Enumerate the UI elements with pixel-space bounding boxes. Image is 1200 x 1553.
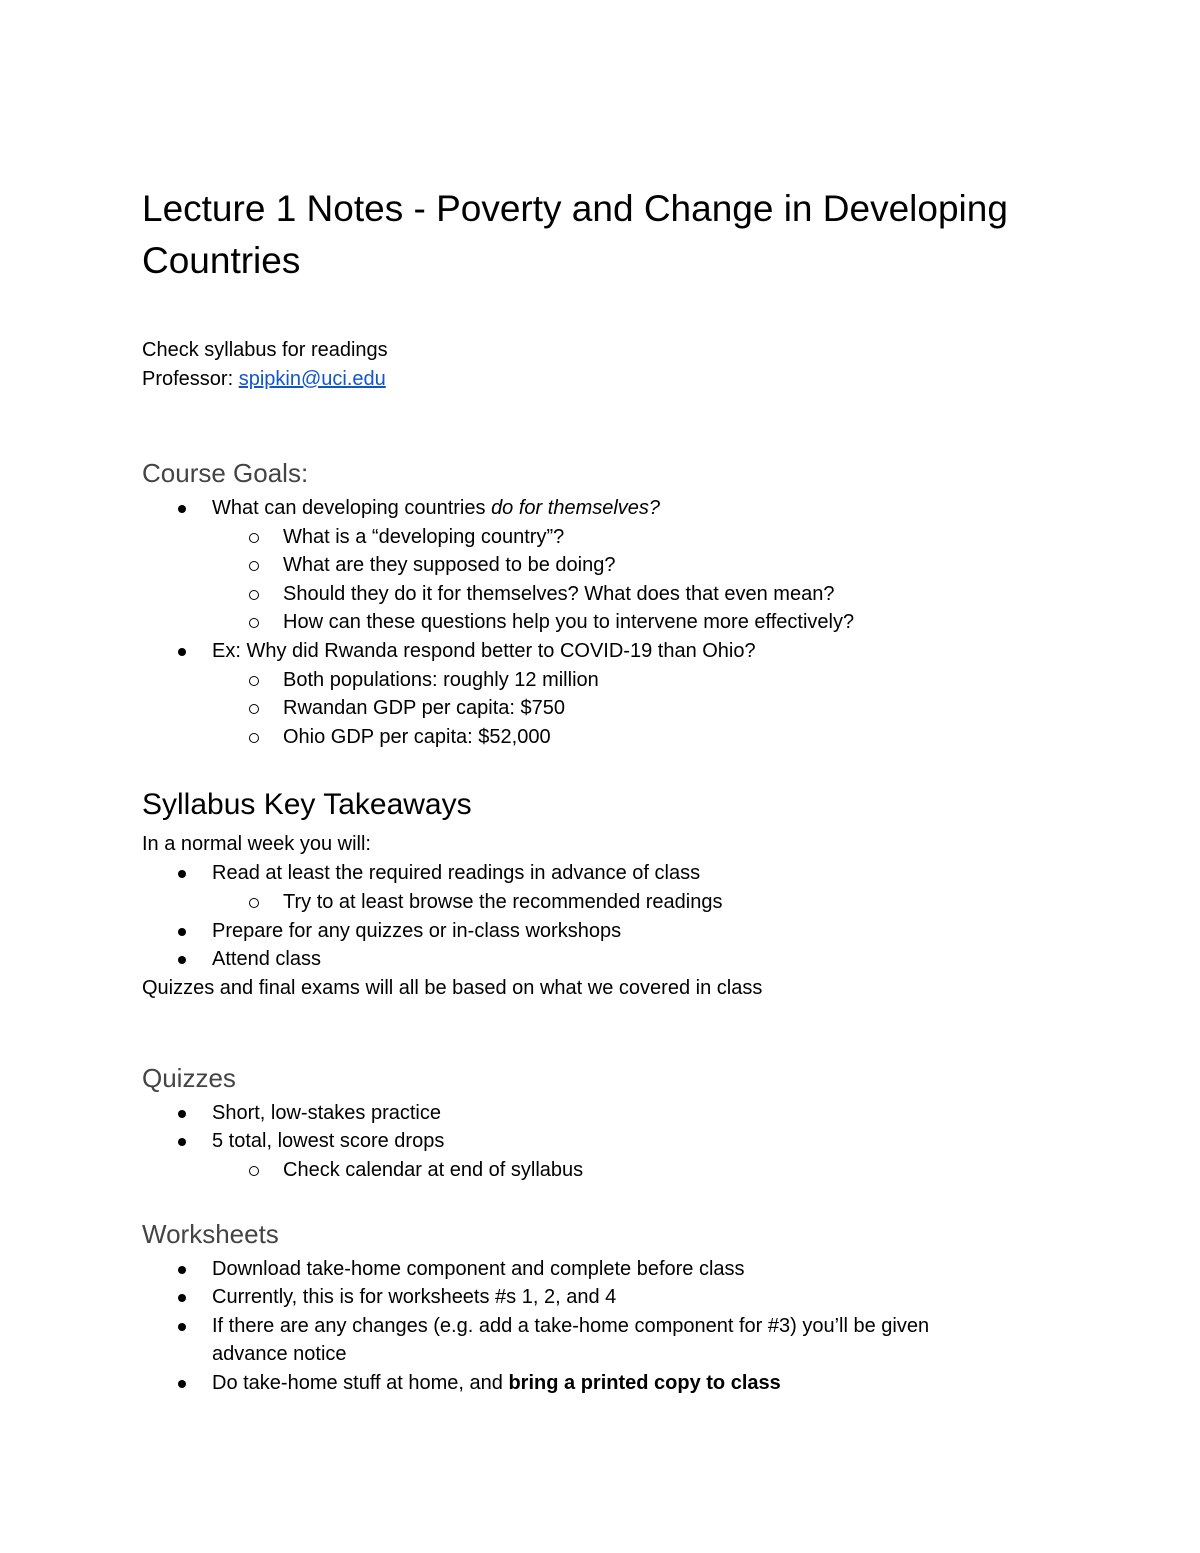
goal-1-emphasis: do for themselves? — [491, 497, 661, 519]
syllabus-outro: Quizzes and final exams will all be based on what we covered in class — [142, 976, 763, 999]
bullet-ring-icon — [249, 898, 259, 908]
list-item-emphasis: bring a printed copy to class — [508, 1371, 781, 1394]
intro-readings-note: Check syllabus for readings — [142, 339, 388, 361]
list-item — [142, 694, 1082, 723]
sub-item-text: Try to at least browse the recommended readings — [283, 890, 723, 913]
bullet-dot-icon — [178, 870, 186, 878]
bullet-dot-icon — [178, 648, 186, 656]
syllabus-intro: In a normal week you will: — [142, 833, 371, 856]
bullet-ring-icon — [249, 590, 259, 600]
list-item-text: Do take-home stuff at home, and — [212, 1371, 509, 1394]
list-item — [142, 1127, 1082, 1156]
bullet-ring-icon — [249, 733, 259, 743]
bullet-ring-icon — [249, 561, 259, 571]
professor-email-link[interactable]: spipkin@uci.edu — [238, 368, 386, 390]
list-item-text: Short, low-stakes practice — [212, 1101, 441, 1124]
bullet-dot-icon — [178, 1323, 186, 1331]
bullet-dot-icon — [178, 956, 186, 964]
bullet-ring-icon — [249, 676, 259, 686]
bullet-ring-icon — [249, 704, 259, 714]
bullet-dot-icon — [178, 1294, 186, 1302]
bullet-ring-icon — [249, 618, 259, 628]
document-body — [142, 183, 1082, 1397]
sub-item-text: How can these questions help you to intervene more effectively? — [283, 611, 855, 634]
page-title: Lecture 1 Notes - Poverty and Change in Developing Countries — [142, 188, 1008, 281]
course-goals-list — [142, 494, 1082, 751]
bullet-dot-icon — [178, 1266, 186, 1274]
list-item — [142, 1283, 1082, 1312]
bullet-dot-icon — [178, 1138, 186, 1146]
list-item-text: Download take-home component and complete before class — [212, 1257, 745, 1280]
list-item — [142, 523, 1082, 552]
professor-label: Professor: — [142, 368, 239, 390]
list-item-text: Currently, this is for worksheets #s 1, 2, and 4 — [212, 1286, 617, 1309]
sub-item-text: What are they supposed to be doing? — [283, 554, 616, 577]
list-item — [142, 1369, 1082, 1398]
quizzes-list — [142, 1099, 1082, 1185]
syllabus-heading: Syllabus Key Takeaways — [142, 788, 472, 822]
sub-item-text: Should they do it for themselves? What does that even mean? — [283, 582, 835, 605]
bullet-ring-icon — [249, 1166, 259, 1176]
list-item — [142, 1255, 1082, 1284]
list-item — [142, 1156, 1082, 1185]
worksheets-heading: Worksheets — [142, 1218, 279, 1249]
sub-item-text: Rwandan GDP per capita: $750 — [283, 697, 566, 720]
goal-2-text: Ex: Why did Rwanda respond better to COVID-19 than Ohio? — [212, 639, 756, 662]
goal-1-text: What can developing countries — [212, 497, 492, 519]
list-item-text: Attend class — [212, 948, 321, 971]
bullet-dot-icon — [178, 505, 186, 513]
bullet-dot-icon — [178, 1380, 186, 1388]
bullet-ring-icon — [249, 533, 259, 543]
bullet-dot-icon — [178, 1110, 186, 1118]
list-item — [142, 945, 1082, 974]
list-item-text: Read at least the required readings in advance of class — [212, 862, 701, 885]
intro-professor-line — [142, 365, 1082, 394]
list-item — [142, 859, 1082, 888]
list-item — [142, 637, 1082, 666]
list-item — [142, 1312, 1082, 1369]
course-goals-heading: Course Goals: — [142, 458, 309, 488]
syllabus-list — [142, 859, 1082, 973]
sub-item-text: Check calendar at end of syllabus — [283, 1158, 584, 1181]
list-item — [142, 1099, 1082, 1128]
worksheets-list — [142, 1255, 1082, 1398]
list-item-text: Prepare for any quizzes or in-class workshops — [212, 919, 622, 942]
list-item — [142, 494, 1082, 523]
list-item — [142, 917, 1082, 946]
list-item-text: 5 total, lowest score drops — [212, 1130, 445, 1153]
sub-item-text: Ohio GDP per capita: $52,000 — [283, 725, 551, 748]
list-item-text: If there are any changes (e.g. add a take-home component for #3) you’ll be given advance notice — [212, 1314, 930, 1366]
list-item — [142, 723, 1082, 752]
bullet-dot-icon — [178, 928, 186, 936]
list-item — [142, 666, 1082, 695]
list-item — [142, 888, 1082, 917]
sub-item-text: What is a “developing country”? — [283, 525, 565, 548]
sub-item-text: Both populations: roughly 12 million — [283, 668, 599, 691]
list-item — [142, 608, 1082, 637]
list-item — [142, 580, 1082, 609]
list-item — [142, 551, 1082, 580]
quizzes-heading: Quizzes — [142, 1062, 236, 1093]
